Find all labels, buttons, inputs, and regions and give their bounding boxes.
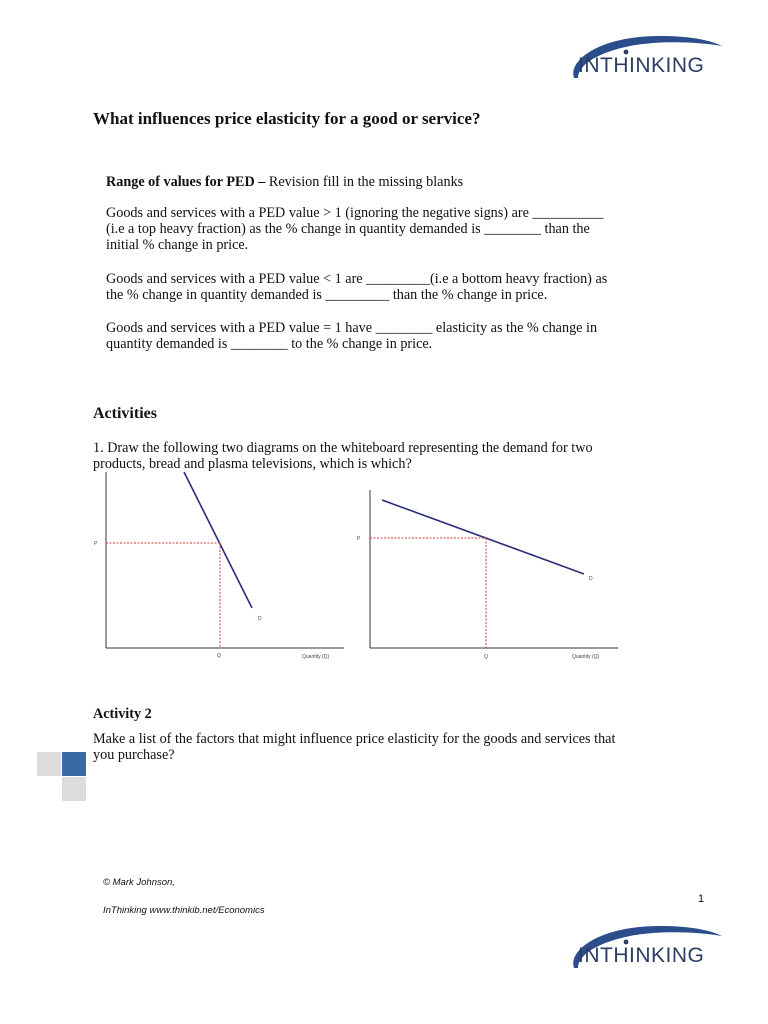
price-label: P <box>357 536 361 542</box>
text-line: Goods and services with a PED value < 1 are _________(i.e a bottom heavy fraction) as <box>106 271 608 287</box>
inthinking-logo-header <box>560 30 730 90</box>
text-line: Make a list of the factors that might influence price elasticity for the goods and services that <box>93 731 616 747</box>
decor-square-gray <box>37 752 61 776</box>
text-line: quantity demanded is ________ to the % change in price. <box>106 336 433 352</box>
revision-heading-rest: Revision fill in the missing blanks <box>265 174 464 190</box>
footer-site: InThinking www.thinkib.net/Economics <box>103 905 265 916</box>
decor-square-blue <box>62 752 86 776</box>
activities-heading: Activities <box>93 405 157 422</box>
text-line: products, bread and plasma televisions, which is which? <box>93 456 412 472</box>
demand-diagram-shallow <box>357 490 620 664</box>
text-line: Goods and services with a PED value = 1 have ________ elasticity as the % change in <box>106 320 598 336</box>
logo-brand-text: INTHINKING <box>578 944 705 967</box>
text-line: Goods and services with a PED value > 1 (ignoring the negative signs) are __________ <box>106 205 604 221</box>
text-line: 1. Draw the following two diagrams on the whiteboard representing the demand for two <box>93 440 593 456</box>
text-line: you purchase? <box>93 747 175 763</box>
text-line: the % change in quantity demanded is _________ than the % change in price. <box>106 287 548 303</box>
activity-2-heading: Activity 2 <box>93 706 152 722</box>
x-axis-title: Quantity (Q) <box>302 654 330 660</box>
demand-label: D <box>258 616 262 622</box>
revision-paragraph-1 <box>106 205 603 253</box>
text-line: initial % change in price. <box>106 237 249 253</box>
revision-paragraph-3 <box>106 320 597 352</box>
demand-diagram-steep <box>96 472 346 664</box>
footer-copyright: © Mark Johnson, <box>103 877 175 888</box>
revision-paragraph-2 <box>106 271 607 303</box>
page-number: 1 <box>698 893 705 905</box>
x-axis-title: Quantity (Q) <box>572 654 600 660</box>
revision-heading-bold: Range of values for PED – <box>106 174 266 190</box>
quantity-label: Q <box>484 654 488 660</box>
decor-square-gray <box>62 777 86 801</box>
activity-1-text <box>93 440 593 472</box>
demand-curve <box>382 500 584 574</box>
logo-brand-text: INTHINKING <box>578 54 705 77</box>
demand-label: D <box>589 576 593 582</box>
price-label: P <box>94 541 98 547</box>
text-line: (i.e a top heavy fraction) as the % change in quantity demanded is ________ than the <box>106 221 590 237</box>
page-title: What influences price elasticity for a good or service? <box>93 109 481 128</box>
quantity-label: Q <box>217 653 221 659</box>
inthinking-logo-footer <box>560 920 730 980</box>
revision-heading <box>106 174 463 190</box>
activity-2-text <box>93 731 615 763</box>
demand-curve <box>184 472 252 608</box>
